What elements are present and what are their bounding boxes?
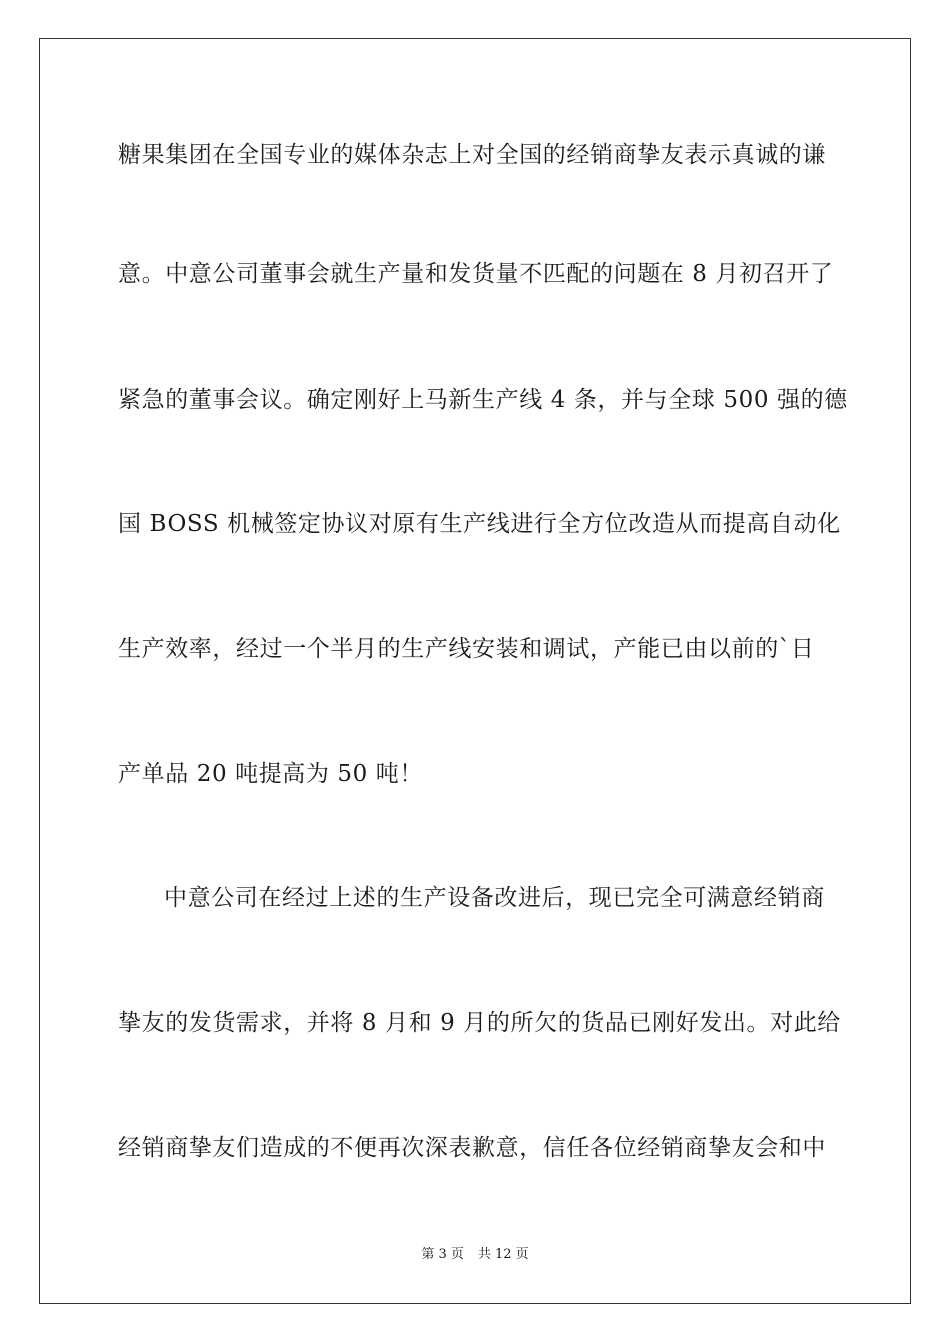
text-line: 经销商挚友们造成的不便再次深表歉意，信任各位经销商挚友会和中 <box>118 1135 826 1161</box>
text-line: 意。中意公司董事会就生产量和发货量不匹配的问题在 8 月初召开了 <box>118 261 834 287</box>
text-line: 国 BOSS 机械签定协议对原有生产线进行全方位改造从而提高自动化 <box>118 511 841 537</box>
text-line: 糖果集团在全国专业的媒体杂志上对全国的经销商挚友表示真诚的谦 <box>118 142 826 168</box>
text-line: 生产效率，经过一个半月的生产线安装和调试，产能已由以前的`日 <box>118 636 815 662</box>
text-line: 紧急的董事会议。确定刚好上马新生产线 4 条，并与全球 500 强的德 <box>118 387 848 413</box>
text-line: 产单品 20 吨提高为 50 吨！ <box>118 761 423 787</box>
paragraph-first-line: 中意公司在经过上述的生产设备改进后，现已完全可满意经销商 <box>164 885 825 911</box>
page-number: 第 3 页 <box>421 1247 464 1262</box>
page-border <box>39 38 911 1304</box>
page-footer <box>0 1245 950 1265</box>
text-line: 挚友的发货需求，并将 8 月和 9 月的所欠的货品已刚好发出。对此给 <box>118 1010 841 1036</box>
page-total: 共 12 页 <box>477 1247 529 1262</box>
